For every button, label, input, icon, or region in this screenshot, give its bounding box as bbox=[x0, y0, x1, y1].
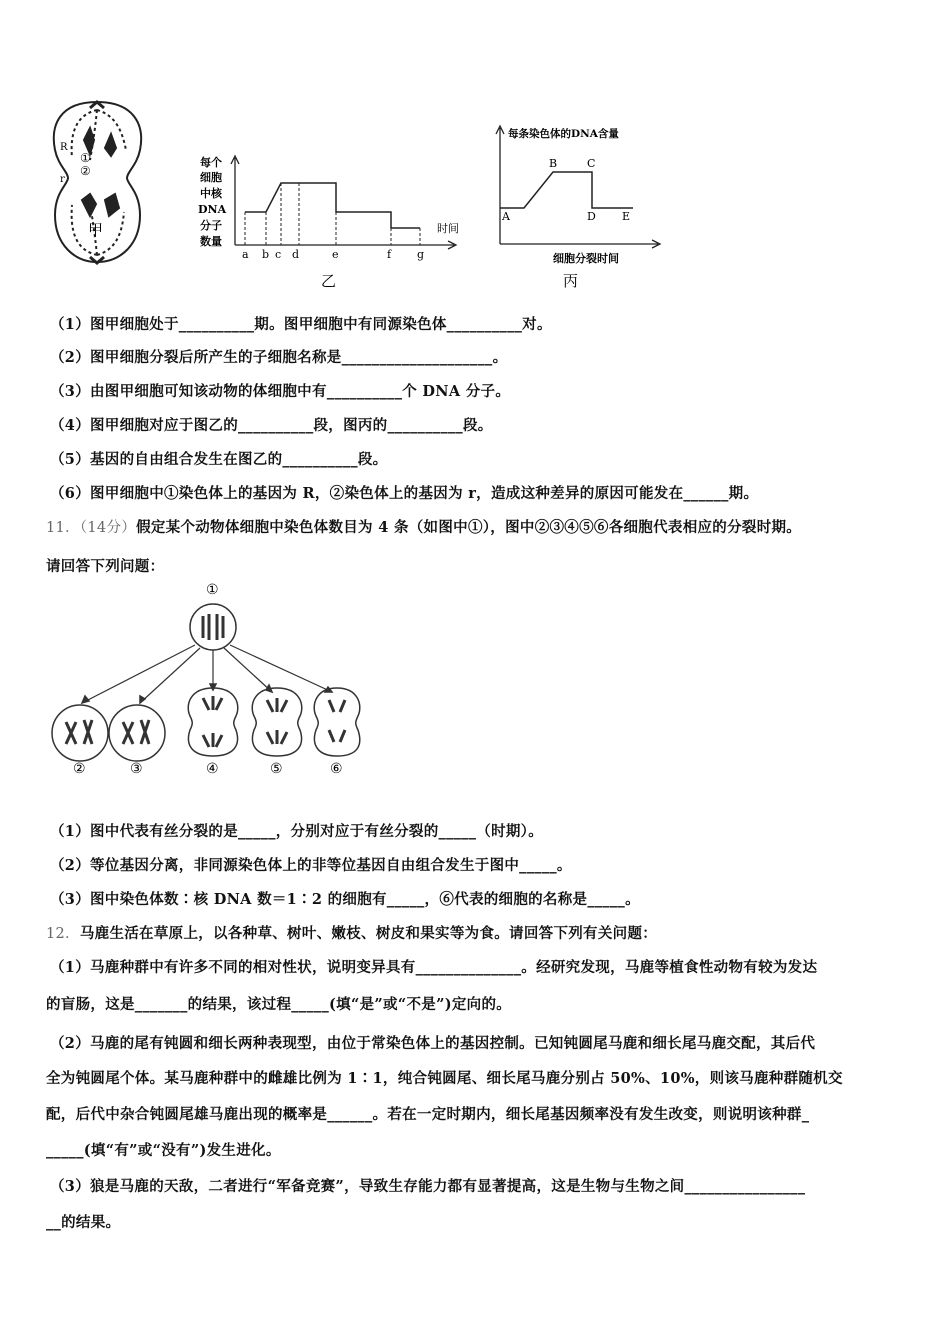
q12-line: （2）马鹿的尾有钝圆和细长两种表现型，由位于常染色体上的基因控制。已知钝圆尾马鹿和细长尾马鹿交配，其后代 bbox=[50, 1035, 816, 1052]
yi-tick: f bbox=[387, 248, 392, 261]
figure-cell-phases bbox=[40, 575, 380, 785]
yi-tick: d bbox=[292, 248, 300, 261]
jia-label: 甲 bbox=[88, 221, 104, 239]
chromosome-1-mark: ① bbox=[80, 151, 91, 165]
figure-cell-division-graphs bbox=[40, 95, 670, 295]
bing-dna-line bbox=[500, 172, 633, 208]
yi-tick: b bbox=[262, 248, 270, 261]
bing-title: 丙 bbox=[563, 272, 579, 290]
cell-label: ② bbox=[73, 761, 86, 777]
q11-part-3: （3）图中染色体数∶核 DNA 数＝1∶2 的细胞有_____，⑥代表的细胞的名称是_____。 bbox=[50, 891, 640, 908]
q11-stem bbox=[46, 516, 801, 537]
cell-6 bbox=[314, 688, 360, 756]
question-number: 12． bbox=[46, 926, 80, 942]
yi-tick: g bbox=[417, 248, 425, 261]
q12-stem-text: 马鹿生活在草原上，以各种草、树叶、嫩枝、树皮和果实等为食。请回答下列有关问题： bbox=[79, 925, 658, 942]
cell-label: ⑤ bbox=[270, 761, 283, 777]
q11-part-2: （2）等位基因分离，非同源染色体上的非等位基因自由组合发生于图中_____。 bbox=[50, 857, 572, 874]
question-number: 11．（14分） bbox=[46, 520, 137, 536]
yi-title: 乙 bbox=[321, 272, 337, 290]
yi-ylabel-line: 每个 bbox=[200, 156, 222, 169]
q10-part-2: （2）图甲细胞分裂后所产生的子细胞名称是____________________。 bbox=[50, 349, 508, 366]
q10-part-3: （3）由图甲细胞可知该动物的体细胞中有__________个 DNA 分子。 bbox=[50, 383, 511, 400]
bing-ylabel: 每条染色体的DNA含量 bbox=[508, 128, 619, 140]
q12-line: 的盲肠，这是_______的结果，该过程_____(填“是”或“不是”)定向的。 bbox=[46, 996, 512, 1013]
q12-stem bbox=[46, 922, 657, 943]
q12-line: _____(填“有”或“没有”)发生进化。 bbox=[46, 1142, 281, 1159]
yi-tick: a bbox=[242, 248, 249, 261]
bing-point-label: D bbox=[587, 210, 596, 223]
bing-xlabel: 细胞分裂时间 bbox=[553, 252, 619, 265]
q12-line: 配，后代中杂合钝圆尾雄马鹿出现的概率是______。若在一定时期内，细长尾基因频率没有发生改变，则说明该种群_ bbox=[46, 1106, 810, 1123]
bing-point-label: C bbox=[587, 157, 596, 170]
yi-tick: c bbox=[275, 248, 282, 261]
q11-part-1: （1）图中代表有丝分裂的是_____，分别对应于有丝分裂的_____（时期）。 bbox=[50, 823, 544, 840]
cell-label: ① bbox=[206, 582, 219, 598]
q12-line: __的结果。 bbox=[46, 1214, 121, 1231]
yi-xlabel: 时间 bbox=[437, 222, 459, 235]
bing-point-label: A bbox=[502, 210, 510, 223]
cell-3 bbox=[109, 705, 165, 761]
q11-stem-text: 假定某个动物体细胞中染色体数目为 4 条（如图中①），图中②③④⑤⑥各细胞代表相应的分裂时期。 bbox=[136, 519, 802, 536]
chromosome-2-mark: ② bbox=[80, 164, 91, 178]
yi-ylabel-line: 数量 bbox=[200, 235, 222, 248]
cell-2 bbox=[52, 705, 108, 761]
bing-point-label: B bbox=[549, 157, 558, 170]
graph-bing bbox=[496, 126, 660, 248]
yi-tick: e bbox=[332, 248, 339, 261]
yi-ylabel-line: 中核 bbox=[200, 187, 222, 200]
q12-line: （3）狼是马鹿的天敌，二者进行“军备竞赛”，导致生存能力都有显著提高，这是生物与生物之间________________ bbox=[50, 1178, 806, 1195]
cell-label: ⑥ bbox=[330, 761, 343, 777]
q10-part-6: （6）图甲细胞中①染色体上的基因为 R，②染色体上的基因为 r，造成这种差异的原因可能发在______期。 bbox=[50, 485, 759, 502]
cell-label: ③ bbox=[130, 761, 143, 777]
q10-part-4: （4）图甲细胞对应于图乙的__________段，图丙的__________段。 bbox=[50, 417, 493, 434]
gene-r-label: r bbox=[60, 174, 65, 185]
q10-part-5: （5）基因的自由组合发生在图乙的__________段。 bbox=[50, 451, 388, 468]
yi-ylabel-line: 细胞 bbox=[200, 171, 222, 184]
gene-R-label: R bbox=[60, 142, 68, 153]
graph-yi bbox=[231, 156, 456, 249]
q12-line: （1）马鹿种群中有许多不同的相对性状，说明变异具有______________。经研究发现，马鹿等植食性动物有较为发达 bbox=[50, 959, 818, 976]
q11-stem2: 请回答下列问题： bbox=[46, 558, 165, 575]
yi-ylabel-line: 分子 bbox=[200, 219, 222, 232]
cell-label: ④ bbox=[206, 761, 219, 777]
bing-point-label: E bbox=[622, 210, 631, 223]
q10-part-1: （1）图甲细胞处于__________期。图甲细胞中有同源染色体__________对。 bbox=[50, 316, 552, 333]
q12-line: 全为钝圆尾个体。某马鹿种群中的雌雄比例为 1∶1，纯合钝圆尾、细长尾马鹿分别占 50%、10%，则该马鹿种群随机交 bbox=[46, 1070, 843, 1087]
yi-dna-line bbox=[245, 183, 420, 228]
yi-ylabel-line: DNA bbox=[198, 203, 227, 216]
